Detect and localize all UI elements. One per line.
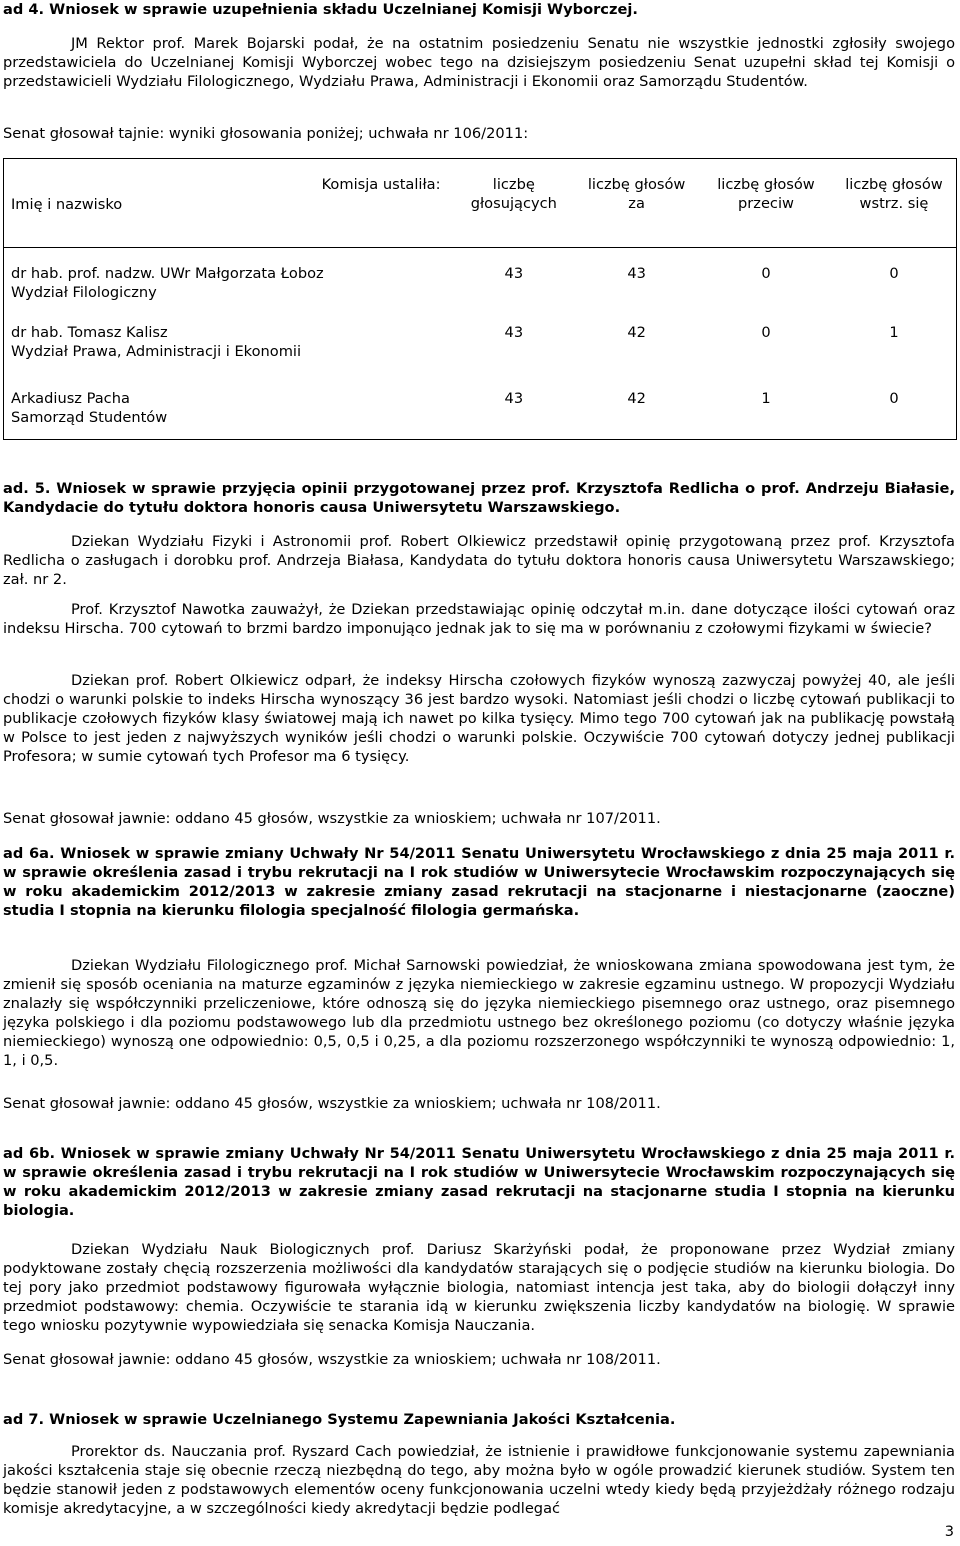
section-6b-heading: ad 6b. Wniosek w sprawie zmiany Uchwały Nr 54/2011 Senatu Uniwersytetu Wrocławskiego z dnia 25 maja 2011 r. w sprawie określenia zasad i trybu rekrutacji na I rok studiów w Uniwersytecie Wrocławskim rozpoczynających się w roku akademickim 2012/2013 w zakresie zmiany zasad rekrutacji na stacjonarne studia I stopnia na kierunku biologia. xyxy=(3,1145,955,1219)
section-6a-heading: ad 6a. Wniosek w sprawie zmiany Uchwały Nr 54/2011 Senatu Uniwersytetu Wrocławskiego z dnia 25 maja 2011 r. w sprawie określenia zasad i trybu rekrutacji na I rok studiów w Uniwersytecie Wrocławskim rozpoczynających się w roku akademickim 2012/2013 w zakresie zmiany zasad rekrutacji na stacjonarne i niestacjonarne (zaoczne) studia I stopnia na kierunku filologia specjalność filologia germańska. xyxy=(3,845,955,919)
section-5-paragraph-2: Prof. Krzysztof Nawotka zauważył, że Dziekan przedstawiając opinię odczytał m.in. dane dotyczące ilości cytowań oraz indeksu Hirscha. 700 cytowań to brzmi bardzo imponująco jednak jak to się ma w porównaniu z czołowymi fizykami w świecie? xyxy=(3,601,955,637)
row-against: 0 xyxy=(761,265,771,282)
section-5-vote: Senat głosował jawnie: oddano 45 głosów, wszystkie za wnioskiem; uchwała nr 107/2011. xyxy=(3,810,661,827)
header-name: Imię i nazwisko xyxy=(4,159,187,248)
section-4-paragraph: JM Rektor prof. Marek Bojarski podał, że na ostatnim posiedzeniu Senatu nie wszystkie jednostki zgłosiły swojego przedstawiciela do Uczelnianej Komisji Wyborczej wobec tego na dzisiejszym posiedzeniu Senat uzupełni skład tej Komisji o przedstawicieli Wydziału Filologicznego, Wydziału Prawa, Administracji i Ekonomii oraz Samorządu Studentów. xyxy=(3,35,955,90)
section-6a-paragraph: Dziekan Wydziału Filologicznego prof. Michał Sarnowski powiedział, że wnioskowana zmiana spowodowana jest tym, że zmienił się sposób oceniania na maturze egzaminów z języka niemieckiego w zakresie egzaminu ustnego. W propozycji Wydziału znalazły się współczynniki przeliczeniowe, które odnoszą się do języka niemieckiego pisemnego oraz ustnego, oraz pisemnego języka polskiego i dla poziomu podstawowego lub dla przedmiotu ustnego bez określonego poziomu (co dotyczy właśnie języka niemieckiego) wynoszą one odpowiednio: 0,5, 0,5 i 0,25, a dla poziomu rozszerzonego współczynniki te wynoszą odpowiednio: 1, 1, i 0,5. xyxy=(3,957,955,1069)
table-row xyxy=(4,302,957,361)
table-row xyxy=(4,248,957,303)
header-commission: Komisja ustaliła: xyxy=(187,159,455,248)
section-6b-paragraph: Dziekan Wydziału Nauk Biologicznych prof. Dariusz Skarżyński podał, że proponowane przez Wydział zmiany podyktowane zostały chęcią rozszerzenia możliwości dla kandydatów starających się o podjęcie studiów na kierunku biologia. Do tej pory jako przedmiot podstawowy figurowała wyłącznie biologia, natomiast intencja jest taka, aby do biologii dołączył inny przedmiot podstawowy: chemia. Oczywiście te starania idą w kierunku zwiększenia liczby kandydatów na biologię. W sprawie tego wniosku pozytywnie wypowiedziała się senacka Komisja Nauczania. xyxy=(3,1241,955,1334)
row-person: dr hab. Tomasz Kalisz Wydział Prawa, Administracji i Ekonomii xyxy=(11,324,302,360)
table-header-row xyxy=(4,159,957,248)
row-abstain: 1 xyxy=(889,324,899,341)
section-7-heading: ad 7. Wniosek w sprawie Uczelnianego Systemu Zapewniania Jakości Kształcenia. xyxy=(3,1411,676,1428)
row-against: 1 xyxy=(761,390,771,407)
header-voters: liczbę głosujących xyxy=(455,159,574,248)
table-row xyxy=(4,361,957,440)
row-abstain: 0 xyxy=(889,390,899,407)
row-for: 43 xyxy=(627,265,646,282)
section-5-heading: ad. 5. Wniosek w sprawie przyjęcia opinii przygotowanej przez prof. Krzysztofa Redlicha o prof. Andrzeju Białasie, Kandydacie do tytułu doktora honoris causa Uniwersytetu Warszawskiego. xyxy=(3,480,955,516)
section-4-heading: ad 4. Wniosek w sprawie uzupełnienia składu Uczelnianej Komisji Wyborczej. xyxy=(3,1,638,18)
section-5-paragraph-3: Dziekan prof. Robert Olkiewicz odparł, że indeksy Hirscha czołowych fizyków wynoszą zazwyczaj powyżej 40, ale jeśli chodzi o warunki polskie to indeks Hirscha wynoszący 36 jest bardzo wysoki. Natomiast jeśli chodzi o liczbę cytowań publikacji to publikacje czołowych fizyków klasy światowej mają ich nawet po kilka tysięcy. Mimo tego 700 cytowań jak na publikację powstałą w Polsce to jest jeden z najwyższych wyników jeśli chodzi o warunki polskie. Oczywiście 700 cytowań dotyczy jednej publikacji Profesora; w sumie cytowań tych Profesor ma 6 tysięcy. xyxy=(3,672,955,765)
page-number: 3 xyxy=(944,1523,954,1540)
row-person: dr hab. prof. nadzw. UWr Małgorzata Łoboz Wydział Filologiczny xyxy=(11,265,324,301)
row-person: Arkadiusz Pacha Samorząd Studentów xyxy=(11,390,168,426)
section-7-paragraph: Prorektor ds. Nauczania prof. Ryszard Cach powiedział, że istnienie i prawidłowe funkcjonowanie systemu zapewniania jakości kształcenia staje się obecnie rzeczą niezbędną do tego, aby można było w ogóle prowadzić kierunek studiów. System ten będzie stanowił jeden z podstawowych elementów oceny funkcjonowania uczelni wtedy kiedy będą przyjeżdżały różnego rodzaju komisje akredytacyjne, a w szczególności kiedy akredytacji będzie podlegać xyxy=(3,1443,955,1517)
row-abstain: 0 xyxy=(889,265,899,282)
row-voters: 43 xyxy=(504,324,524,341)
header-for: liczbę głosów za xyxy=(573,159,700,248)
row-for: 42 xyxy=(627,390,646,407)
section-5-paragraph-1: Dziekan Wydziału Fizyki i Astronomii prof. Robert Olkiewicz przedstawił opinię przygotowaną przez prof. Krzysztofa Redlicha o zasługach i dorobku prof. Andrzeja Białasa, Kandydata do tytułu doktora honoris causa Uniwersytetu Warszawskiego; zał. nr 2. xyxy=(3,533,955,588)
header-against: liczbę głosów przeciw xyxy=(700,159,832,248)
section-6a-vote: Senat głosował jawnie: oddano 45 głosów, wszystkie za wnioskiem; uchwała nr 108/2011. xyxy=(3,1095,661,1112)
row-voters: 43 xyxy=(504,265,524,282)
row-against: 0 xyxy=(761,324,771,341)
section-4-vote-note: Senat głosował tajnie: wyniki głosowania poniżej; uchwała nr 106/2011: xyxy=(3,125,529,142)
row-voters: 43 xyxy=(504,390,524,407)
header-abstain: liczbę głosów wstrz. się xyxy=(832,159,957,248)
row-for: 42 xyxy=(627,324,646,341)
section-6b-vote: Senat głosował jawnie: oddano 45 głosów, wszystkie za wnioskiem; uchwała nr 108/2011. xyxy=(3,1351,661,1368)
election-results-table xyxy=(3,158,957,440)
